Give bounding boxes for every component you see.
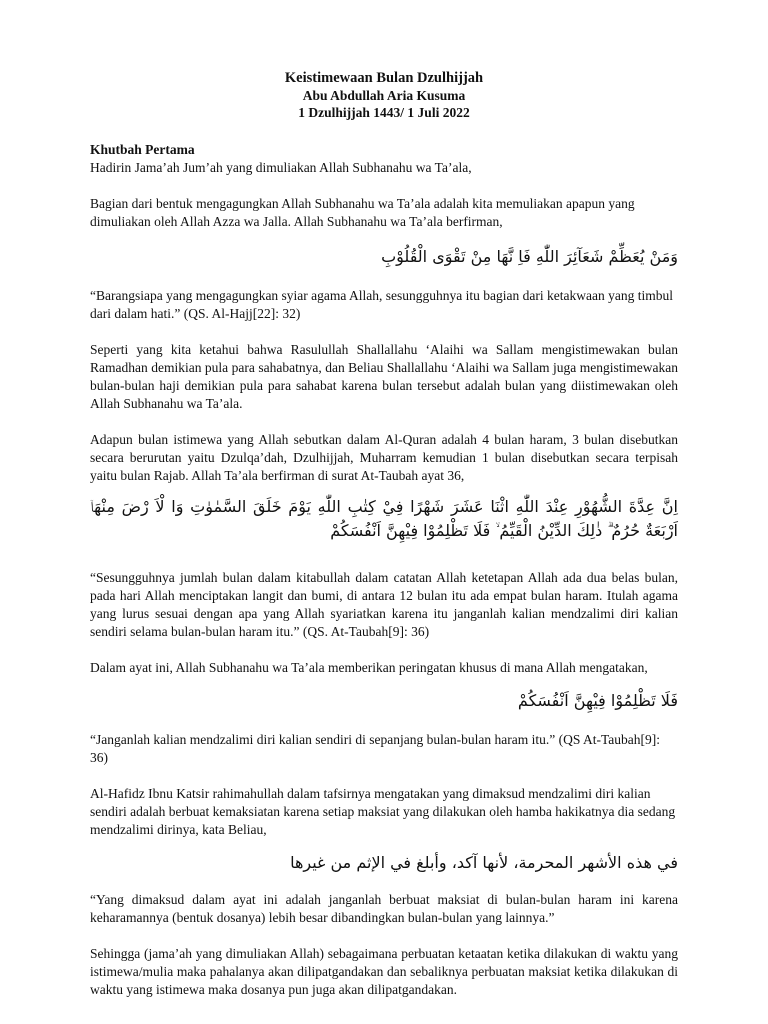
paragraph-ibnu-katsir: Al-Hafidz Ibnu Katsir rahimahullah dalam tafsirnya mengatakan yang dimaksud mendzalimi diri kalian sendiri adalah berbuat kemaksiatan karena setiap maksiat yang dilakukan oleh hamba hakikatnya dia sedang mendzalimi dirinya, kata Beliau, xyxy=(90,786,676,837)
paragraph-intro: Bagian dari bentuk mengagungkan Allah Subhanahu wa Ta’ala adalah kita memuliakan apapun yang dimuliakan oleh Allah Azza wa Jalla. Allah Subhanahu wa Ta’ala berfirman, xyxy=(90,196,635,229)
section-heading: Khutbah Pertama xyxy=(90,142,195,157)
paragraph-tafsir-translation: “Yang dimaksud dalam ayat ini adalah janganlah berbuat maksiat di bulan-bulan haram ini karena keharamannya (bentuk dosanya) lebih besar dibandingkan bulan-bulan yang lainnya.” xyxy=(90,892,678,925)
paragraph-short-translation: “Janganlah kalian mendzalimi diri kalian sendiri di sepanjang bulan-bulan haram itu.” (QS At-Taubah[9]: 36) xyxy=(90,732,661,765)
arabic-tafsir-quote: في هذه الأشهر المحرمة، لأنها آكد، وأبلغ في الإثم من غيرها xyxy=(290,853,678,872)
paragraph-hajj-translation: “Barangsiapa yang mengagungkan syiar agama Allah, sesungguhnya itu bagian dari ketakwaan yang timbul dari dalam hati.” (QS. Al-Hajj[22]: 32) xyxy=(90,288,673,321)
arabic-verse-taubah: اِنَّ عِدَّةَ الشُّهُوْرِ عِنْدَ اللّٰهِ اثْنَا عَشَرَ شَهْرًا فِيْ كِتٰبِ اللّٰهِ يَوْمَ خَلَقَ السَّمٰوٰتِ وَا لْاَ رْضَ مِنْهَاۤ اَرْبَعَةٌ حُرُمٌ ۗ ذٰلِكَ الدِّيْنُ الْقَيِّمُ ۙ فَلَا تَظْلِمُوْا فِيْهِنَّ اَنْفُسَكُمْ xyxy=(90,497,678,540)
document-title: Keistimewaan Bulan Dzulhijjah xyxy=(284,70,484,86)
paragraph-taubah-translation: “Sesungguhnya jumlah bulan dalam kitabullah dalam catatan Allah ketetapan Allah ada dua belas bulan, pada hari Allah menciptakan langit dan bumi, di antara 12 bulan itu ada empat bulan haram. Itulah agama yang lurus sesuai dengan apa yang Allah syariatkan karena itu janganlah kalian mendzalimi diri kalian sendiri selama bulan-bulan haram itu.” (QS. At-Taubah[9]: 36) xyxy=(90,570,678,639)
arabic-verse-hajj: وَمَنْ يُعَظِّمْ شَعَآئِرَ اللّٰهِ فَاِ نَّهَا مِنْ تَقْوَى الْقُلُوْبِ xyxy=(381,247,678,266)
paragraph-bulan-haram: Adapun bulan istimewa yang Allah sebutkan dalam Al-Quran adalah 4 bulan haram, 3 bulan disebutkan secara berurutan yaitu Dzulqa’dah, Dzulhijjah, Muharram kemudian 1 bulan disebutkan secara terpisah yaitu bulan Rajab. Allah Ta’ala berfirman di surat At-Taubah ayat 36, xyxy=(90,432,678,483)
document-page xyxy=(90,70,678,999)
paragraph-greeting: Hadirin Jama’ah Jum’ah yang dimuliakan Allah Subhanahu wa Ta’ala, xyxy=(90,160,472,175)
arabic-verse-short: فَلَا تَظْلِمُوْا فِيْهِنَّ اَنْفُسَكُمْ xyxy=(517,691,678,710)
paragraph-peringatan: Dalam ayat ini, Allah Subhanahu wa Ta’ala memberikan peringatan khusus di mana Allah mengatakan, xyxy=(90,660,648,675)
document-header xyxy=(90,70,678,121)
document-date: 1 Dzulhijjah 1443/ 1 Juli 2022 xyxy=(298,105,470,120)
paragraph-rasulullah: Seperti yang kita ketahui bahwa Rasulullah Shallallahu ‘Alaihi wa Sallam mengistimewakan bulan Ramadhan demikian pula para sahabatnya, dan Beliau Shallallahu ‘Alaihi wa Sallam juga mengistimewakan bulan-bulan haji demikian pula para sahabat karena bulan tersebut adalah bulan yang diistimewakan oleh Allah Subhanahu wa Ta’ala. xyxy=(90,342,678,411)
document-author: Abu Abdullah Aria Kusuma xyxy=(302,88,466,103)
paragraph-conclusion: Sehingga (jama’ah yang dimuliakan Allah) sebagaimana perbuatan ketaatan ketika dilakukan di waktu yang istimewa/mulia maka pahalanya akan dilipatgandakan dan sebaliknya perbuatan maksiat ketika dilakukan di waktu yang istimewa maka dosanya pun juga akan dilipatgandakan. xyxy=(90,946,678,997)
